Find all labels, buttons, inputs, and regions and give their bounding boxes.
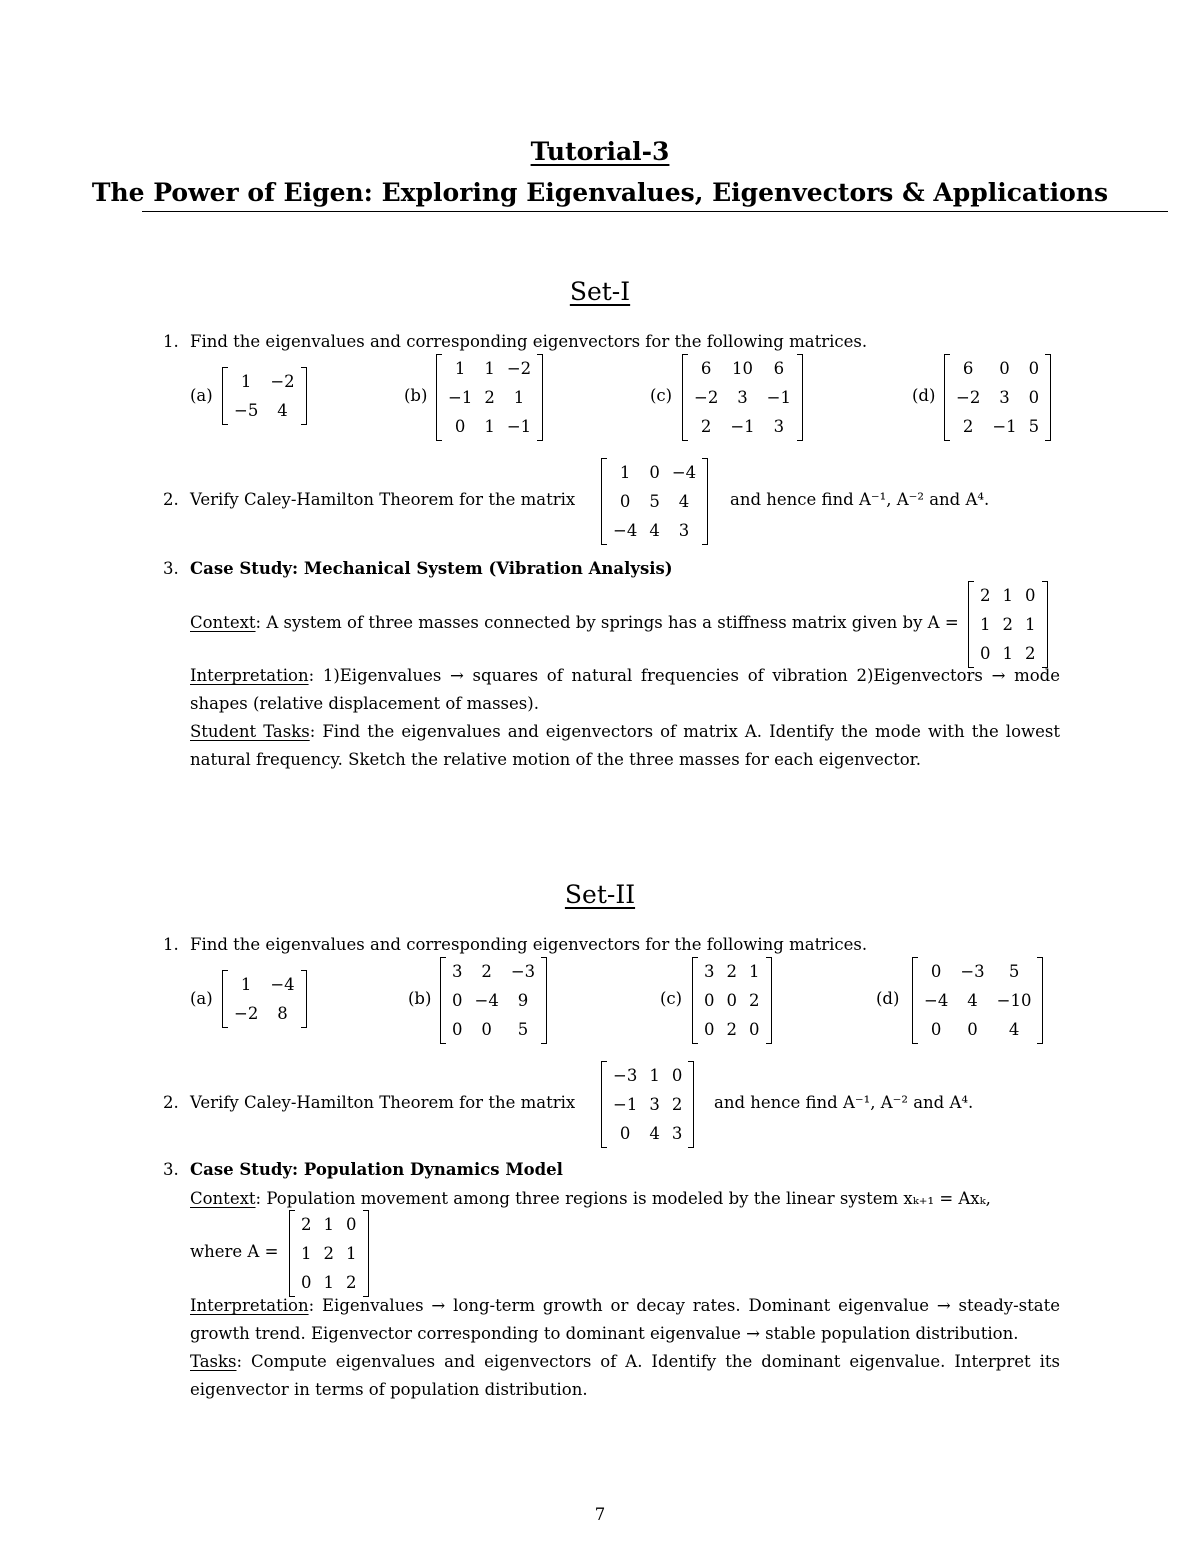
matrix-bracket-left xyxy=(601,458,607,545)
matrix-cell: −2 xyxy=(234,1004,259,1023)
matrix-cell: 4 xyxy=(1008,1020,1020,1039)
matrix-bracket-left xyxy=(436,354,442,441)
set2-q2-post: and hence find A⁻¹, A⁻² and A⁴. xyxy=(714,1093,974,1112)
matrix-cell: 0 xyxy=(749,1020,760,1039)
set1-q1-matrix-b xyxy=(436,354,543,445)
matrix-cell: 1 xyxy=(323,1273,334,1292)
matrix-cell: 9 xyxy=(517,991,529,1010)
matrix-bracket-right xyxy=(301,970,307,1028)
set1-q3-context: Context: A system of three masses connected by springs has a stiffness matrix given by A = xyxy=(190,613,959,632)
matrix-row xyxy=(607,458,702,487)
matrix-cell: 2 xyxy=(726,1020,737,1039)
matrix-cell: −4 xyxy=(270,975,295,994)
matrix-cell: 0 xyxy=(726,991,737,1010)
matrix-cell: 0 xyxy=(649,463,660,482)
set1-q1-matrix-a xyxy=(222,367,307,429)
matrix-grid xyxy=(607,1061,688,1148)
matrix-bracket-right xyxy=(301,367,307,425)
set2-q2-text: Verify Caley-Hamilton Theorem for the matrix xyxy=(190,1093,576,1112)
matrix-cell: 0 xyxy=(1028,388,1040,407)
matrix-cell: −1 xyxy=(506,417,532,436)
matrix-bracket-left xyxy=(289,1210,295,1297)
matrix-row xyxy=(295,1210,363,1239)
matrix-bracket-left xyxy=(222,367,228,425)
matrix-cell: 0 xyxy=(452,1020,463,1039)
matrix-cell: 2 xyxy=(1002,615,1013,634)
matrix-cell: 0 xyxy=(999,359,1010,378)
matrix-cell: 2 xyxy=(962,417,974,436)
matrix-bracket-left xyxy=(968,581,974,668)
matrix-cell: 1 xyxy=(1025,615,1036,634)
matrix-cell: 2 xyxy=(726,962,737,981)
matrix-cell: −2 xyxy=(694,388,719,407)
matrix-cell: −10 xyxy=(996,991,1032,1010)
matrix-bracket-right xyxy=(1037,957,1043,1044)
matrix-cell: 2 xyxy=(346,1273,357,1292)
matrix-row xyxy=(607,487,702,516)
matrix-cell: −1 xyxy=(992,417,1017,436)
matrix-row xyxy=(918,1015,1037,1044)
matrix-row xyxy=(688,354,797,383)
matrix-grid xyxy=(974,581,1042,668)
set1-q3-heading: Case Study: Mechanical System (Vibration Analysis) xyxy=(190,559,673,578)
matrix-cell: 0 xyxy=(619,1124,631,1143)
matrix-cell: 2 xyxy=(301,1215,312,1234)
set2-q3-number: 3. xyxy=(163,1160,179,1179)
set1-q1-label-a: (a) xyxy=(190,386,213,405)
matrix-bracket-right xyxy=(537,354,543,441)
matrix-cell: 2 xyxy=(323,1244,334,1263)
matrix-row xyxy=(228,396,301,425)
matrix-cell: 0 xyxy=(301,1273,312,1292)
matrix-bracket-left xyxy=(601,1061,607,1148)
set2-q3-heading: Case Study: Population Dynamics Model xyxy=(190,1160,563,1179)
matrix-cell: 1 xyxy=(301,1244,312,1263)
matrix-bracket-right xyxy=(363,1210,369,1297)
matrix-cell: 0 xyxy=(452,991,463,1010)
matrix-bracket-right xyxy=(688,1061,694,1148)
matrix-cell: −4 xyxy=(474,991,499,1010)
matrix-bracket-right xyxy=(1042,581,1048,668)
matrix-bracket-left xyxy=(692,957,698,1044)
matrix-cell: 2 xyxy=(671,1095,683,1114)
matrix-cell: 0 xyxy=(619,492,631,511)
matrix-grid xyxy=(442,354,537,441)
set2-q2-matrix xyxy=(601,1061,694,1152)
matrix-row xyxy=(607,516,702,545)
matrix-cell: −1 xyxy=(730,417,755,436)
matrix-cell: 1 xyxy=(240,975,252,994)
matrix-cell: 3 xyxy=(649,1095,660,1114)
matrix-row xyxy=(950,354,1045,383)
matrix-cell: −1 xyxy=(766,388,791,407)
matrix-cell: −2 xyxy=(956,388,981,407)
header-rule xyxy=(142,211,1168,212)
matrix-cell: 1 xyxy=(980,615,991,634)
set1-q2-post: and hence find A⁻¹, A⁻² and A⁴. xyxy=(730,490,990,509)
matrix-cell: 0 xyxy=(930,962,942,981)
matrix-row xyxy=(607,1090,688,1119)
set1-q1-matrix-c xyxy=(682,354,803,445)
matrix-cell: −4 xyxy=(924,991,949,1010)
matrix-cell: −4 xyxy=(613,521,638,540)
set1-q2-number: 2. xyxy=(163,490,179,509)
matrix-cell: 1 xyxy=(454,359,466,378)
set1-q3-tasks: Student Tasks: Find the eigenvalues and eigenvectors of matrix A. Identify the mode with the lowest natural frequency. Sketch the relative motion of the three masses for each eigenvector. xyxy=(190,722,1060,769)
matrix-row xyxy=(698,1015,766,1044)
matrix-cell: −3 xyxy=(510,962,536,981)
matrix-cell: 0 xyxy=(930,1020,942,1039)
matrix-cell: −5 xyxy=(234,401,259,420)
matrix-grid xyxy=(295,1210,363,1297)
matrix-bracket-right xyxy=(541,957,547,1044)
matrix-cell: 6 xyxy=(962,359,974,378)
matrix-cell: 5 xyxy=(649,492,660,511)
matrix-cell: 3 xyxy=(671,1124,683,1143)
set2-q3-interpretation: Interpretation: Eigenvalues → long-term growth or decay rates. Dominant eigenvalue → steady-state growth trend. Eigenvector corresponding to dominant eigenvalue → stable population distribution. xyxy=(190,1296,1060,1343)
matrix-cell: 5 xyxy=(517,1020,529,1039)
matrix-row xyxy=(607,1061,688,1090)
matrix-grid xyxy=(228,367,301,425)
matrix-cell: −3 xyxy=(960,962,985,981)
matrix-cell: 0 xyxy=(454,417,466,436)
matrix-row xyxy=(295,1239,363,1268)
matrix-cell: 1 xyxy=(240,372,252,391)
matrix-cell: 4 xyxy=(967,991,978,1010)
matrix-bracket-right xyxy=(1045,354,1051,441)
matrix-grid xyxy=(688,354,797,441)
matrix-row xyxy=(607,1119,688,1148)
matrix-cell: 1 xyxy=(619,463,631,482)
set2-q1-label-c: (c) xyxy=(660,989,683,1008)
matrix-row xyxy=(446,986,541,1015)
set2-q1-matrix-b xyxy=(440,957,547,1048)
matrix-cell: 1 xyxy=(1002,644,1013,663)
matrix-cell: −4 xyxy=(671,463,697,482)
set2-q1-matrix-a xyxy=(222,970,307,1032)
matrix-cell: 1 xyxy=(649,1066,660,1085)
matrix-cell: −3 xyxy=(613,1066,638,1085)
matrix-cell: 8 xyxy=(277,1004,288,1023)
matrix-cell: 1 xyxy=(323,1215,334,1234)
set2-q3-context: Context: Population movement among three regions is modeled by the linear system xₖ₊₁ = Axₖ, xyxy=(190,1189,991,1208)
matrix-cell: −2 xyxy=(270,372,295,391)
set1-title: Set-I xyxy=(569,277,631,306)
matrix-cell: 0 xyxy=(481,1020,492,1039)
matrix-cell: 3 xyxy=(773,417,785,436)
matrix-cell: 3 xyxy=(999,388,1010,407)
matrix-cell: 1 xyxy=(484,359,495,378)
matrix-bracket-left xyxy=(944,354,950,441)
set2-title: Set-II xyxy=(564,880,636,909)
matrix-row xyxy=(228,970,301,999)
matrix-row xyxy=(688,412,797,441)
matrix-row xyxy=(698,986,766,1015)
matrix-row xyxy=(446,1015,541,1044)
set1-q1-text: Find the eigenvalues and corresponding eigenvectors for the following matrices. xyxy=(190,332,868,351)
set1-q2-text: Verify Caley-Hamilton Theorem for the matrix xyxy=(190,490,576,509)
matrix-row xyxy=(228,999,301,1028)
tutorial-title: Tutorial-3 xyxy=(530,137,670,166)
matrix-cell: 0 xyxy=(980,644,991,663)
matrix-bracket-left xyxy=(222,970,228,1028)
matrix-cell: 1 xyxy=(513,388,525,407)
matrix-cell: 3 xyxy=(704,962,715,981)
matrix-cell: 4 xyxy=(649,1124,660,1143)
matrix-cell: 0 xyxy=(1028,359,1040,378)
set2-q1-label-b: (b) xyxy=(408,989,432,1008)
set1-q1-label-b: (b) xyxy=(404,386,428,405)
matrix-row xyxy=(950,412,1045,441)
matrix-cell: 0 xyxy=(346,1215,357,1234)
matrix-row xyxy=(442,412,537,441)
matrix-cell: 2 xyxy=(749,991,760,1010)
set2-q2-number: 2. xyxy=(163,1093,179,1112)
set2-q1-label-d: (d) xyxy=(876,989,900,1008)
matrix-grid xyxy=(950,354,1045,441)
set1-q2-matrix xyxy=(601,458,708,549)
matrix-bracket-right xyxy=(766,957,772,1044)
set1-q1-matrix-d xyxy=(944,354,1051,445)
matrix-row xyxy=(688,383,797,412)
matrix-bracket-right xyxy=(797,354,803,441)
set2-q1-label-a: (a) xyxy=(190,989,213,1008)
matrix-bracket-left xyxy=(912,957,918,1044)
matrix-cell: 1 xyxy=(1002,586,1013,605)
matrix-cell: 2 xyxy=(980,586,991,605)
set2-q1-matrix-c xyxy=(692,957,772,1048)
matrix-cell: 3 xyxy=(452,962,463,981)
matrix-cell: 1 xyxy=(749,962,760,981)
set2-q3-matrix xyxy=(289,1210,369,1301)
matrix-grid xyxy=(607,458,702,545)
matrix-grid xyxy=(228,970,301,1028)
matrix-cell: 5 xyxy=(1028,417,1040,436)
matrix-grid xyxy=(446,957,541,1044)
matrix-row xyxy=(442,383,537,412)
matrix-row xyxy=(974,610,1042,639)
set1-q3-interpretation: Interpretation: 1)Eigenvalues → squares of natural frequencies of vibration 2)Eigenvectors → mode shapes (relative displacement of masses). xyxy=(190,666,1060,713)
matrix-cell: −2 xyxy=(506,359,532,378)
matrix-cell: 4 xyxy=(277,401,288,420)
set2-q1-number: 1. xyxy=(163,935,179,954)
matrix-cell: 10 xyxy=(731,359,753,378)
matrix-cell: 1 xyxy=(484,417,495,436)
set2-q3-tasks: Tasks: Compute eigenvalues and eigenvectors of A. Identify the dominant eigenvalue. Interpret its eigenvector in terms of population distribution. xyxy=(190,1352,1060,1399)
page-number: 7 xyxy=(594,1505,606,1524)
matrix-cell: 5 xyxy=(1008,962,1020,981)
matrix-row xyxy=(950,383,1045,412)
matrix-cell: 6 xyxy=(773,359,785,378)
matrix-cell: 2 xyxy=(1025,644,1036,663)
matrix-cell: −1 xyxy=(448,388,473,407)
matrix-cell: 3 xyxy=(737,388,748,407)
set1-q3-matrix xyxy=(968,581,1048,672)
set1-q1-label-c: (c) xyxy=(650,386,673,405)
matrix-row xyxy=(918,957,1037,986)
matrix-bracket-left xyxy=(440,957,446,1044)
matrix-row xyxy=(918,986,1037,1015)
matrix-cell: 3 xyxy=(678,521,690,540)
matrix-grid xyxy=(698,957,766,1044)
matrix-cell: 4 xyxy=(678,492,690,511)
set2-q1-text: Find the eigenvalues and corresponding eigenvectors for the following matrices. xyxy=(190,935,868,954)
matrix-cell: 0 xyxy=(671,1066,683,1085)
matrix-cell: 0 xyxy=(704,1020,715,1039)
matrix-cell: 0 xyxy=(967,1020,978,1039)
matrix-cell: 2 xyxy=(481,962,492,981)
matrix-cell: 6 xyxy=(700,359,712,378)
set1-q1-label-d: (d) xyxy=(912,386,936,405)
set2-q3-where: where A = xyxy=(190,1242,279,1261)
matrix-row xyxy=(446,957,541,986)
matrix-row xyxy=(974,581,1042,610)
matrix-bracket-left xyxy=(682,354,688,441)
matrix-cell: 2 xyxy=(700,417,712,436)
matrix-grid xyxy=(918,957,1037,1044)
set2-q1-matrix-d xyxy=(912,957,1043,1048)
matrix-bracket-right xyxy=(702,458,708,545)
matrix-row xyxy=(442,354,537,383)
matrix-cell: 0 xyxy=(1025,586,1036,605)
matrix-cell: 0 xyxy=(704,991,715,1010)
set1-q3-number: 3. xyxy=(163,559,179,578)
matrix-row xyxy=(228,367,301,396)
set1-q1-number: 1. xyxy=(163,332,179,351)
matrix-cell: −1 xyxy=(613,1095,638,1114)
matrix-cell: 2 xyxy=(484,388,495,407)
tutorial-subtitle: The Power of Eigen: Exploring Eigenvalues, Eigenvectors & Applications xyxy=(91,178,1109,207)
matrix-cell: 1 xyxy=(346,1244,357,1263)
matrix-cell: 4 xyxy=(649,521,660,540)
matrix-row xyxy=(698,957,766,986)
